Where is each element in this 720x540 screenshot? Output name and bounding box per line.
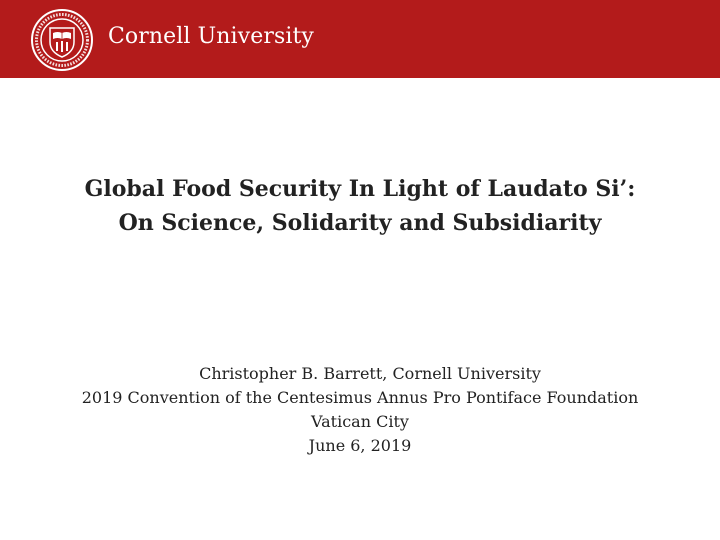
university-wordmark: Cornell University xyxy=(108,24,314,49)
cornell-seal-icon xyxy=(30,8,94,72)
title-line-1: Global Food Security In Light of Laudato Si’: xyxy=(84,176,636,202)
slide-title xyxy=(20,172,700,240)
location-line: Vatican City xyxy=(311,412,409,431)
date-line: June 6, 2019 xyxy=(308,436,412,455)
byline xyxy=(10,362,710,458)
event-line: 2019 Convention of the Centesimus Annus Pro Pontiface Foundation xyxy=(81,388,639,407)
title-line-2: On Science, Solidarity and Subsidiarity xyxy=(118,210,602,236)
author-line: Christopher B. Barrett, Cornell University xyxy=(199,364,541,383)
header-bar xyxy=(0,0,720,78)
